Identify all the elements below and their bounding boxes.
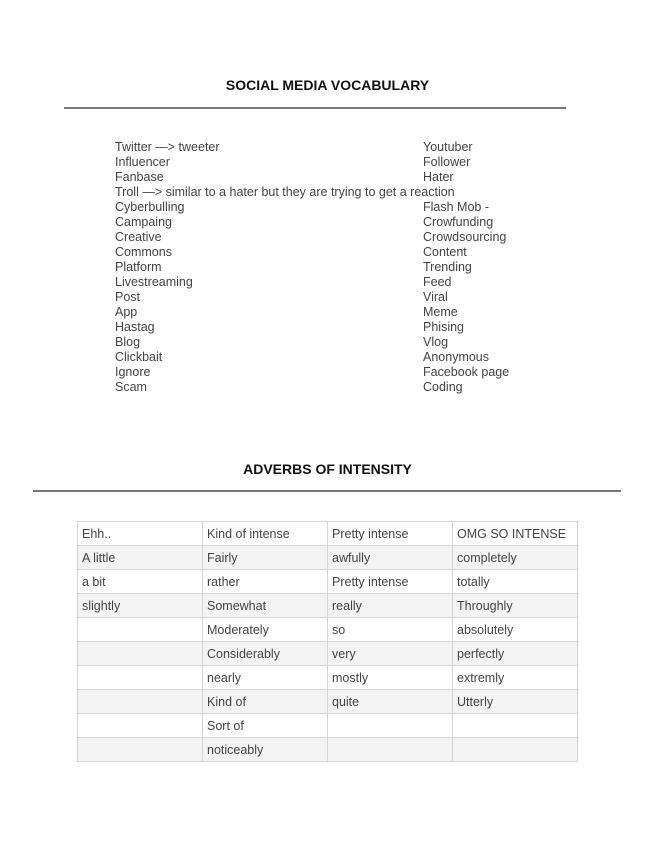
social-media-title: SOCIAL MEDIA VOCABULARY [225, 77, 430, 93]
table-cell [453, 738, 578, 762]
vocab-item: Anonymous [423, 350, 490, 364]
vocab-item: Youtuber [423, 140, 473, 154]
vocab-item: Livestreaming [115, 275, 193, 289]
column-header: OMG SO INTENSE [453, 522, 578, 546]
vocab-item: Phising [423, 320, 464, 334]
vocab-item: Content [423, 245, 467, 259]
table-cell: nearly [203, 666, 328, 690]
vocab-item: Ignore [115, 365, 151, 379]
table-cell: Utterly [453, 690, 578, 714]
table-row [78, 594, 578, 618]
adverbs-divider [33, 490, 621, 492]
vocab-item: Campaing [115, 215, 172, 229]
column-header: Pretty intense [328, 522, 453, 546]
social-media-divider [64, 107, 566, 109]
table-cell: very [328, 642, 453, 666]
vocab-item: Flash Mob - [423, 200, 489, 214]
table-cell [453, 714, 578, 738]
table-row [78, 618, 578, 642]
adverbs-table [77, 521, 578, 762]
table-cell: Moderately [203, 618, 328, 642]
table-cell: Throughly [453, 594, 578, 618]
vocab-item: Meme [423, 305, 458, 319]
column-header: Kind of intense [203, 522, 328, 546]
vocab-item: Commons [115, 245, 172, 259]
vocab-item: Influencer [115, 155, 170, 169]
table-cell [78, 642, 203, 666]
vocab-item: App [115, 305, 138, 319]
vocab-item: Twitter —> tweeter [115, 140, 220, 154]
table-cell: Somewhat [203, 594, 328, 618]
table-cell [78, 690, 203, 714]
vocab-item: Fanbase [115, 170, 164, 184]
table-cell: really [328, 594, 453, 618]
table-cell: Pretty intense [328, 570, 453, 594]
vocab-item: Crowdsourcing [423, 230, 507, 244]
table-cell: quite [328, 690, 453, 714]
table-row [78, 714, 578, 738]
column-header: Ehh.. [78, 522, 203, 546]
vocab-item: Blog [115, 335, 141, 349]
vocab-item: Scam [115, 380, 147, 394]
vocab-item: Viral [423, 290, 448, 304]
table-cell: so [328, 618, 453, 642]
table-row [78, 570, 578, 594]
vocab-item: Creative [115, 230, 162, 244]
table-cell: noticeably [203, 738, 328, 762]
vocab-item: Crowfunding [423, 215, 494, 229]
table-row [78, 546, 578, 570]
table-cell [78, 618, 203, 642]
table-cell: extremly [453, 666, 578, 690]
table-cell [328, 738, 453, 762]
table-cell: a bit [78, 570, 203, 594]
table-row [78, 666, 578, 690]
table-cell [328, 714, 453, 738]
table-cell: Sort of [203, 714, 328, 738]
vocab-item: Vlog [423, 335, 449, 349]
vocab-left-column [115, 140, 455, 395]
table-cell: rather [203, 570, 328, 594]
vocab-item: Hastag [115, 320, 155, 334]
table-cell: awfully [328, 546, 453, 570]
vocab-item: Platform [115, 260, 162, 274]
table-cell: A little [78, 546, 203, 570]
vocab-item: Coding [423, 380, 463, 394]
table-row [78, 642, 578, 666]
vocab-right-column [423, 140, 509, 395]
table-cell: Kind of [203, 690, 328, 714]
vocab-item: Feed [423, 275, 452, 289]
vocab-item: Cyberbulling [115, 200, 185, 214]
table-cell [78, 714, 203, 738]
table-cell: Fairly [203, 546, 328, 570]
table-cell [78, 666, 203, 690]
vocab-item: Clickbait [115, 350, 163, 364]
table-cell: absolutely [453, 618, 578, 642]
vocab-item: Trending [423, 260, 472, 274]
table-cell: totally [453, 570, 578, 594]
vocab-item [423, 185, 509, 200]
adverbs-title: ADVERBS OF INTENSITY [243, 461, 412, 477]
vocab-item: Follower [423, 155, 471, 169]
table-cell: completely [453, 546, 578, 570]
table-cell: perfectly [453, 642, 578, 666]
adverbs-header-row [78, 522, 578, 546]
table-cell: slightly [78, 594, 203, 618]
vocab-item: Facebook page [423, 365, 510, 379]
vocab-item: Troll —> similar to a hater but they are trying to get a reaction [115, 185, 455, 199]
adverbs-table-body [78, 546, 578, 762]
table-cell: mostly [328, 666, 453, 690]
table-cell: Considerably [203, 642, 328, 666]
table-row [78, 690, 578, 714]
vocab-item: Post [115, 290, 141, 304]
vocab-item: Hater [423, 170, 454, 184]
table-row [78, 738, 578, 762]
table-cell [78, 738, 203, 762]
